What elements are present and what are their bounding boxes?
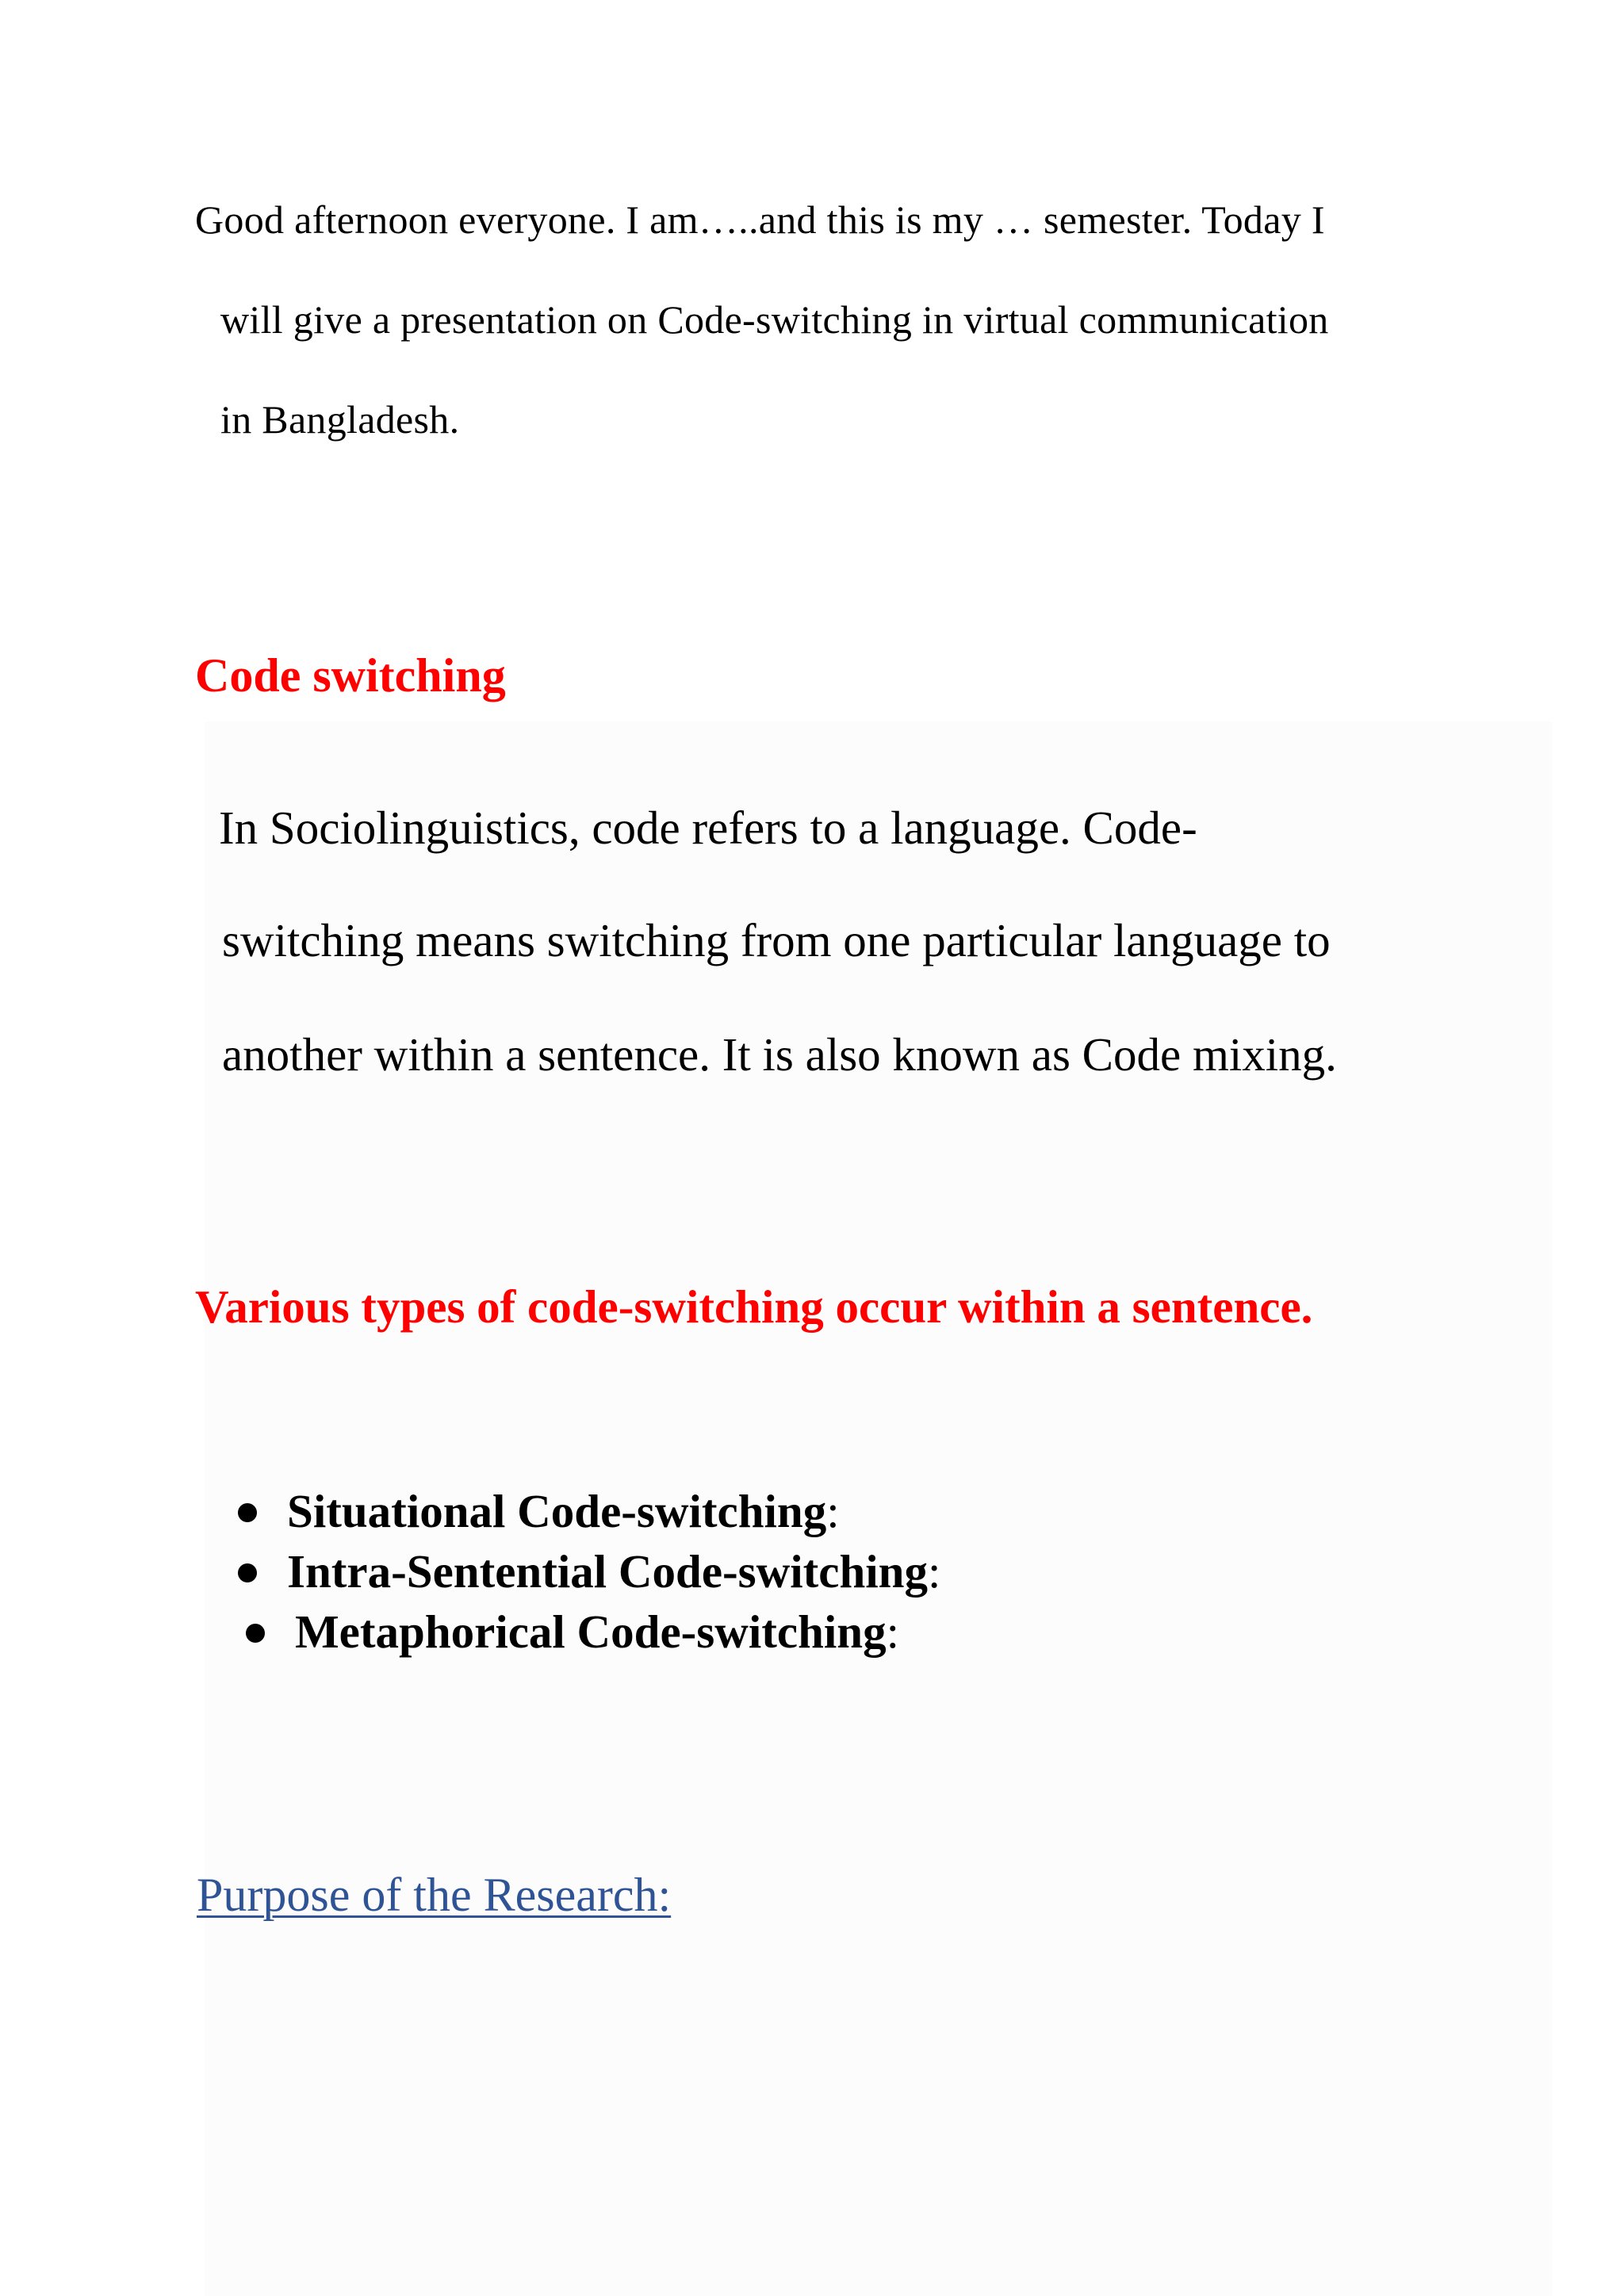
list-item-suffix: : xyxy=(826,1485,840,1537)
definition-line-1: In Sociolinguistics, code refers to a language. Code- xyxy=(219,802,1197,854)
list-item xyxy=(238,1481,940,1541)
bullet-dot-icon xyxy=(238,1503,257,1522)
purpose-heading: Purpose of the Research: xyxy=(197,1869,672,1921)
list-item-term: Metaphorical Code-switching xyxy=(295,1605,887,1658)
list-item-suffix: : xyxy=(927,1545,941,1598)
list-item-term: Intra-Sentential Code-switching xyxy=(287,1545,928,1598)
list-item xyxy=(238,1541,940,1601)
types-heading: Various types of code-switching occur within a sentence. xyxy=(195,1280,1313,1333)
list-item xyxy=(238,1601,940,1662)
list-item-suffix: : xyxy=(886,1605,900,1658)
code-switching-heading: Code switching xyxy=(195,649,506,702)
intro-line-1: Good afternoon everyone. I am…..and this is my … semester. Today I xyxy=(195,197,1325,242)
definition-line-2: switching means switching from one particular language to xyxy=(222,914,1331,966)
list-item-term: Situational Code-switching xyxy=(287,1485,827,1537)
types-list xyxy=(238,1481,940,1662)
intro-line-3: in Bangladesh. xyxy=(220,397,460,442)
bullet-dot-icon xyxy=(246,1624,265,1643)
intro-line-2: will give a presentation on Code-switching in virtual communication xyxy=(220,297,1329,342)
definition-line-3: another within a sentence. It is also known as Code mixing. xyxy=(222,1028,1337,1081)
bullet-dot-icon xyxy=(238,1563,257,1582)
